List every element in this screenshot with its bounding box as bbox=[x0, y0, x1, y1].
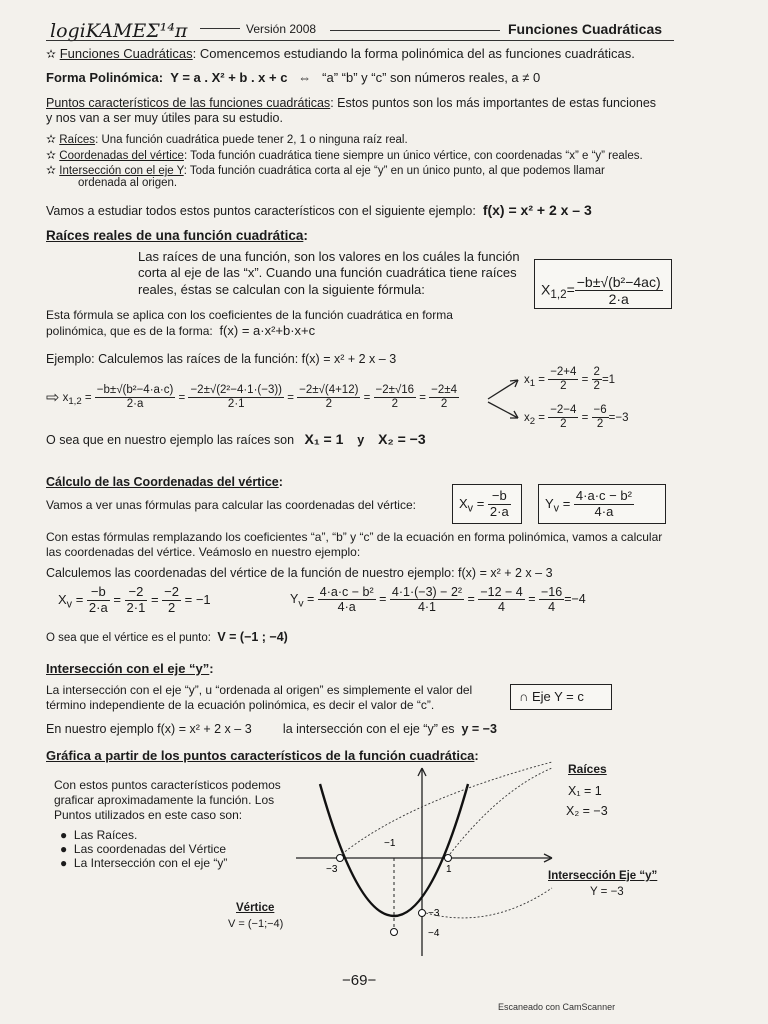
yv-step-den: 4·1 bbox=[417, 600, 437, 615]
x1-result: $x_1$ = $\frac{-2+4}{2}$ = $\frac{2}{2}$ =1 bbox=[524, 366, 616, 393]
grafica-paragraph: Con estos puntos característicos podemos graficar aproximadamente la función. Los Puntos utilizados en este caso son: bbox=[54, 778, 281, 822]
xv-step-frac bbox=[162, 585, 181, 616]
vertice-conclusion bbox=[46, 630, 288, 644]
xv-den: 2·a bbox=[489, 503, 509, 519]
interseccion-heading-line bbox=[46, 661, 214, 676]
interseccion-colon: : bbox=[209, 661, 214, 676]
raices-para2-text: Esta fórmula se aplica con los coeficientes de la función cuadrática en forma polinómica, que es de la forma: bbox=[46, 308, 453, 338]
xv-step-frac bbox=[125, 585, 148, 616]
x2-frac bbox=[548, 404, 578, 431]
puntos-item-vertice bbox=[46, 148, 643, 162]
puntos-item-text: : Toda función cuadrática corta al eje “y” en un único punto, al que podemos llamar bbox=[183, 165, 605, 177]
x2-num: −2−4 bbox=[548, 404, 578, 418]
example-formula: f(x) = x² + 2 x – 3 bbox=[482, 202, 592, 218]
raices-steps: ⇨ $x_{1,2}$ = $\frac{\text{−b±√(b²−4·a·c)}}{2\cdot a}$ = $\frac{\text{−2±√(2²−4·1·(−3))}}{2\cdot 1}$ = $\frac{-2\pm√(4+12)}{2}$ = $\frac{-2\pm√16}{2}$ = $\frac{-2\pm 4}{2}$ bbox=[46, 384, 457, 411]
intro-line bbox=[46, 46, 635, 61]
formula-num: −b±√(b²−4ac) bbox=[576, 274, 661, 290]
yv-step-num: −16 bbox=[540, 585, 563, 599]
x1-den2: 2 bbox=[593, 380, 600, 393]
raices-formula-box bbox=[534, 259, 672, 309]
x2-num2: −6 bbox=[592, 404, 609, 418]
x2-den2: 2 bbox=[596, 418, 604, 431]
puntos-item-text: : Una función cuadrática puede tener 2, 1 o ninguna raíz real. bbox=[95, 134, 408, 146]
vertice-conclusion-text: O sea que el vértice es el punto: bbox=[46, 632, 211, 644]
grafica-bullet-item bbox=[60, 856, 227, 870]
bullet-icon: ● bbox=[60, 842, 68, 856]
vertex-point bbox=[391, 929, 398, 936]
step-frac bbox=[297, 384, 360, 411]
xv-step-den: 2·a bbox=[88, 599, 108, 615]
x2-value: =−3 bbox=[608, 411, 629, 424]
raices-pointer bbox=[450, 768, 552, 854]
example-line bbox=[46, 202, 592, 218]
interseccion-pointer bbox=[426, 888, 552, 918]
x1-num: −2+4 bbox=[548, 366, 578, 380]
xv-step-frac bbox=[87, 585, 110, 616]
step-den: 2 bbox=[325, 398, 332, 411]
forma-line bbox=[46, 70, 540, 85]
puntos-item-label: Coordenadas del vértice bbox=[59, 150, 184, 162]
x1-frac2 bbox=[592, 366, 602, 393]
xv-formula-box bbox=[452, 484, 522, 524]
raices-x1: X₁ = 1 bbox=[568, 784, 602, 798]
xv-step-num: −2 bbox=[164, 584, 179, 599]
x2-den: 2 bbox=[560, 418, 567, 431]
xv-steps: $X_v$ = $\frac{-b}{2\cdot a}$ = $\frac{-2}{2\cdot 1}$ = $\frac{-2}{2}$ = −1 bbox=[58, 584, 211, 615]
bullet-icon: ● bbox=[60, 856, 68, 870]
interseccion-box bbox=[510, 684, 612, 710]
puntos-item-interseccion bbox=[46, 163, 605, 177]
branch-arrows-icon bbox=[484, 374, 524, 424]
puntos-item-text-2: ordenada al origen. bbox=[78, 177, 178, 189]
puntos-item-raices bbox=[46, 132, 408, 146]
yv-step-den: 4 bbox=[498, 600, 505, 615]
x1-den: 2 bbox=[560, 380, 567, 393]
parabola-graph bbox=[290, 760, 560, 960]
version-label: Versión 2008 bbox=[246, 22, 317, 36]
puntos-line bbox=[46, 96, 656, 110]
forma-label: Forma Polinómica: bbox=[46, 70, 164, 85]
xv-frac bbox=[488, 489, 511, 520]
step-frac bbox=[95, 384, 176, 411]
step-den: 2 bbox=[440, 398, 448, 411]
x-tick-neg3: −3 bbox=[326, 864, 338, 875]
puntos-text: : Estos puntos son los más importantes de estas funciones bbox=[330, 96, 657, 110]
xv-step-den: 2 bbox=[167, 599, 176, 615]
vertice-heading: Cálculo de las Coordenadas del vértice bbox=[46, 475, 279, 489]
star-icon: ✫ bbox=[46, 148, 57, 162]
step-den: 2 bbox=[391, 398, 398, 411]
yv-step-den: 4·a bbox=[337, 600, 356, 615]
yv-steps: $Y_v$ = $\frac{\text{4·a·c − b²}}{4\cdot a}$ = $\frac{\text{4·1·(−3) − 2²}}{4\cdot 1}$ = $\frac{-12 - 4}{4}$ = $\frac{-16}{4}$ =−4 bbox=[290, 585, 586, 615]
header-rule-right bbox=[330, 30, 500, 31]
branch-arrow-down bbox=[488, 402, 518, 418]
interseccion-eje-value: Y = −3 bbox=[590, 886, 624, 898]
interseccion-example-result: y = −3 bbox=[461, 722, 497, 736]
puntos-text-2: y nos van a ser muy útiles para su estudio. bbox=[46, 111, 283, 125]
step-num: −2±√16 bbox=[374, 384, 417, 398]
y-intercept-point bbox=[419, 910, 426, 917]
step-num: −2±4 bbox=[429, 384, 459, 398]
page-number: −69− bbox=[342, 972, 377, 989]
vertice-conclusion-value: V = (−1 ; −4) bbox=[217, 630, 288, 644]
formula-lhs: X bbox=[541, 281, 551, 298]
vertice-paragraph: Con estas fórmulas remplazando los coeficientes “a”, “b” y “c” de la ecuación en forma polinómica, vamos a calcular las coordenadas del vértice. Veámoslo en nuestro ejemplo: bbox=[46, 530, 663, 559]
raices-heading: Raíces reales de una función cuadrática bbox=[46, 228, 304, 243]
raices-colon: : bbox=[303, 228, 308, 243]
forma-formula: Y = a . X² + b . x + c bbox=[170, 70, 288, 85]
puntos-item-text: : Toda función cuadrática tiene siempre un único vértice, con coordenadas “x” e “y” reales. bbox=[183, 150, 643, 162]
x2-label: x bbox=[524, 411, 530, 424]
x2-result: $x_2$ = $\frac{-2-4}{2}$ = $\frac{-6}{2}$ =−3 bbox=[524, 404, 629, 431]
formula-sub: 1,2 bbox=[550, 288, 567, 302]
yv-num: 4·a·c − b² bbox=[575, 488, 632, 503]
step-num: −b±√(b²−4·a·c) bbox=[95, 384, 176, 398]
formula-den: 2·a bbox=[608, 291, 629, 308]
yv-step-num: 4·1·(−3) − 2² bbox=[391, 585, 463, 599]
yv-step-num: 4·a·c − b² bbox=[319, 585, 374, 599]
interseccion-paragraph: La intersección con el eje “y”, u “ordenada al origen” es simplemente el valor del término independiente de la ecuación polinómica, es decir el valor de “c”. bbox=[46, 683, 473, 712]
yv-frac bbox=[574, 489, 634, 520]
interseccion-eje-label: Intersección Eje “y” bbox=[548, 870, 658, 882]
yv-step-frac bbox=[478, 585, 524, 615]
x1-sub: 1 bbox=[529, 378, 536, 390]
page-title: Funciones Cuadráticas bbox=[508, 21, 663, 37]
vertice-calc-intro: Calculemos las coordenadas del vértice de la función de nuestro ejemplo: f(x) = x² + 2 x – 3 bbox=[46, 566, 553, 580]
conclusion-y: y bbox=[357, 433, 365, 447]
step-frac bbox=[429, 384, 459, 411]
bullet-text: Las coordenadas del Vértice bbox=[73, 842, 227, 856]
raices-formula: $X_{1,2}=$ $\frac{\text{−b±√(b²−4ac)}}{2\cdot a}$ bbox=[541, 274, 661, 308]
vertice-heading-line bbox=[46, 475, 283, 489]
step-den: 2·1 bbox=[227, 398, 245, 411]
star-icon: ✫ bbox=[46, 163, 57, 177]
header-underline bbox=[46, 40, 674, 41]
x-tick-1: 1 bbox=[446, 864, 452, 875]
intro-text: : Comencemos estudiando la forma polinómica del as funciones cuadráticas. bbox=[192, 46, 635, 61]
x1-label: x bbox=[524, 373, 530, 386]
grafica-bullet-item bbox=[60, 828, 227, 842]
scanner-watermark: Escaneado con CamScanner bbox=[498, 1002, 616, 1012]
interseccion-example bbox=[46, 722, 497, 736]
xv-formula: $X_v$ = $\frac{-b}{2\cdot a}$ bbox=[459, 488, 509, 519]
intro-heading: Funciones Cuadráticas bbox=[59, 46, 193, 61]
y-tick-neg3: −3 bbox=[428, 908, 440, 919]
conclusion-x2: X₂ = −3 bbox=[378, 431, 426, 447]
interseccion-example-text: En nuestro ejemplo f(x) = x² + 2 x – 3 bbox=[46, 722, 252, 736]
raices-conclusion bbox=[46, 431, 426, 447]
xv-step-num: −2 bbox=[125, 585, 148, 601]
raices-para2-formula: f(x) = a·x²+b·x+c bbox=[219, 323, 316, 338]
bullet-text: Las Raíces. bbox=[73, 828, 138, 842]
yv-formula-box bbox=[538, 484, 666, 524]
x2-sub: 2 bbox=[529, 416, 536, 428]
grafica-bullets bbox=[60, 828, 227, 870]
x2-frac2 bbox=[592, 404, 609, 431]
raices-ejemplo: Ejemplo: Calculemos las raíces de la función: f(x) = x² + 2 x – 3 bbox=[46, 352, 397, 366]
yv-step-num: −12 − 4 bbox=[480, 585, 523, 599]
raices-pointer bbox=[342, 762, 552, 854]
formula-fraction bbox=[575, 274, 663, 307]
grafica-bullet-item bbox=[60, 842, 227, 856]
root-point-neg3 bbox=[337, 855, 344, 862]
x1-value: =1 bbox=[601, 373, 616, 386]
raices-label: Raíces bbox=[568, 762, 607, 776]
raices-heading-line bbox=[46, 228, 308, 243]
puntos-item-label: Raíces bbox=[59, 134, 96, 146]
header-rule-left bbox=[200, 28, 240, 29]
logo: logiKAMEΣ¹⁴π bbox=[50, 20, 188, 42]
yv-step-frac bbox=[318, 585, 376, 615]
grafica-colon: : bbox=[474, 748, 479, 763]
y-tick-neg4: −4 bbox=[428, 928, 440, 939]
raices-paragraph-2 bbox=[46, 308, 486, 339]
interseccion-heading: Intersección con el eje “y” bbox=[46, 661, 210, 676]
step-den: 2·a bbox=[126, 398, 144, 411]
yv-step-frac bbox=[539, 585, 564, 615]
vertice-label: Vértice bbox=[236, 902, 275, 914]
star-icon: ✫ bbox=[46, 132, 57, 146]
step-frac bbox=[188, 384, 284, 411]
x-tick-neg1: −1 bbox=[384, 838, 396, 849]
xv-num: −b bbox=[488, 489, 511, 505]
yv-step-den: 4 bbox=[548, 600, 556, 615]
puntos-heading: Puntos característicos de las funciones cuadráticas bbox=[46, 96, 331, 110]
arrow-right-icon: ⇨ bbox=[46, 389, 60, 407]
vertice-value: V = (−1;−4) bbox=[228, 918, 284, 930]
vertice-intro: Vamos a ver unas fórmulas para calcular las coordenadas del vértice: bbox=[46, 498, 416, 512]
conclusion-x1: X₁ = 1 bbox=[304, 431, 344, 447]
yv-formula: $Y_v$ = $\frac{\text{4·a·c − b²}}{4\cdot a}$ bbox=[545, 488, 632, 519]
xv-step-den: 2·1 bbox=[126, 599, 146, 615]
raices-x2: X₂ = −3 bbox=[566, 804, 608, 818]
grafica-heading: Gráfica a partir de los puntos característicos de la función cuadrática bbox=[46, 748, 475, 763]
forma-note: “a” “b” y “c” son números reales, a ≠ 0 bbox=[322, 70, 541, 85]
x1-frac bbox=[548, 366, 578, 393]
bullet-text: La Intersección con el eje “y” bbox=[73, 856, 228, 870]
step-num: −2±√(2²−4·1·(−3)) bbox=[188, 384, 284, 398]
raices-paragraph: Las raíces de una función, son los valores en los cuáles la función corta al eje de las “x”. Cuando una función cuadrática tiene raíces reales, éstas se calculan con la siguiente fórmula: bbox=[138, 249, 520, 297]
interseccion-box-text: ∩ Eje Y = c bbox=[519, 689, 584, 704]
xv-result: = −1 bbox=[184, 591, 211, 607]
root-point-1 bbox=[445, 855, 452, 862]
interseccion-example-tail: la intersección con el eje “y” es bbox=[282, 722, 455, 736]
step-frac bbox=[374, 384, 417, 411]
step-num: −2±√(4+12) bbox=[297, 384, 360, 398]
puntos-item-label: Intersección con el eje Y bbox=[59, 165, 184, 177]
yv-result: =−4 bbox=[564, 592, 586, 607]
iff-symbol: ⇔ bbox=[298, 70, 312, 85]
yv-step-frac bbox=[390, 585, 464, 615]
star-icon: ✫ bbox=[46, 47, 57, 61]
yv-den: 4·a bbox=[594, 503, 614, 519]
x1-num2: 2 bbox=[592, 366, 602, 380]
bullet-icon: ● bbox=[60, 828, 68, 842]
branch-arrow-up bbox=[488, 380, 518, 399]
vertice-colon: : bbox=[278, 475, 283, 489]
example-intro: Vamos a estudiar todos estos puntos característicos con el siguiente ejemplo: bbox=[46, 204, 476, 218]
conclusion-text: O sea que en nuestro ejemplo las raíces son bbox=[46, 433, 295, 447]
xv-step-num: −b bbox=[87, 585, 110, 601]
